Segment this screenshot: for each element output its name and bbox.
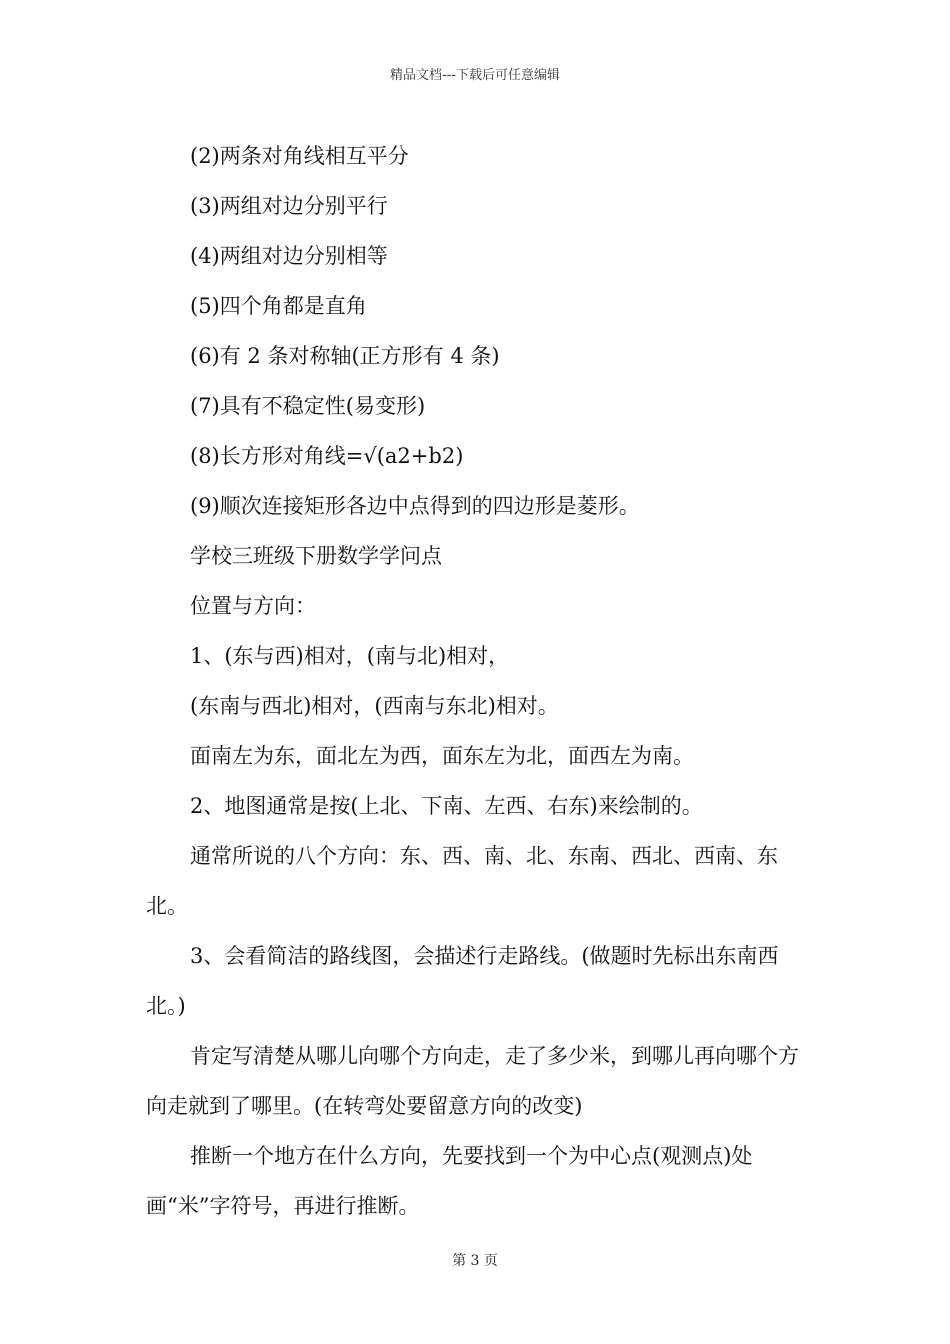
paragraph: (9)顺次连接矩形各边中点得到的四边形是菱形。: [190, 494, 640, 518]
subsection-heading: 位置与方向：: [190, 594, 316, 618]
paragraph: (8)长方形对角线=√(a2+b2): [190, 444, 464, 468]
paragraph: 通常所说的八个方向：东、西、南、北、东南、西北、西南、东北。: [146, 844, 778, 918]
paragraph: (东南与西北)相对，(西南与东北)相对。: [190, 694, 559, 718]
paragraph: (5)四个角都是直角: [190, 294, 367, 318]
page-number: 第 3 页: [452, 1253, 498, 1269]
paragraph: (3)两组对边分别平行: [190, 194, 388, 218]
paragraph: 肯定写清楚从哪儿向哪个方向走，走了多少米，到哪儿再向哪个方向走就到了哪里。(在转弯处要留意方向的改变): [146, 1044, 799, 1118]
page-header: 精品文档---下载后可任意编辑: [389, 68, 561, 83]
paragraph: 面南左为东，面北左为西，面东左为北，面西左为南。: [190, 744, 694, 768]
paragraph: (7)具有不稳定性(易变形): [190, 394, 426, 418]
document-body: [146, 131, 810, 1231]
paragraph: 3、会看简洁的路线图，会描述行走路线。(做题时先标出东南西北。): [146, 944, 779, 1018]
paragraph: 推断一个地方在什么方向，先要找到一个为中心点(观测点)处画“米”字符号，再进行推断。: [146, 1144, 753, 1218]
paragraph: 2、地图通常是按(上北、下南、左西、右东)来绘制的。: [190, 794, 703, 818]
paragraph: (6)有 2 条对称轴(正方形有 4 条): [190, 344, 500, 368]
paragraph: 1、(东与西)相对，(南与北)相对，: [190, 644, 510, 668]
paragraph: (4)两组对边分别相等: [190, 244, 388, 268]
paragraph: (2)两条对角线相互平分: [190, 144, 409, 168]
section-heading: 学校三班级下册数学学问点: [190, 544, 442, 568]
